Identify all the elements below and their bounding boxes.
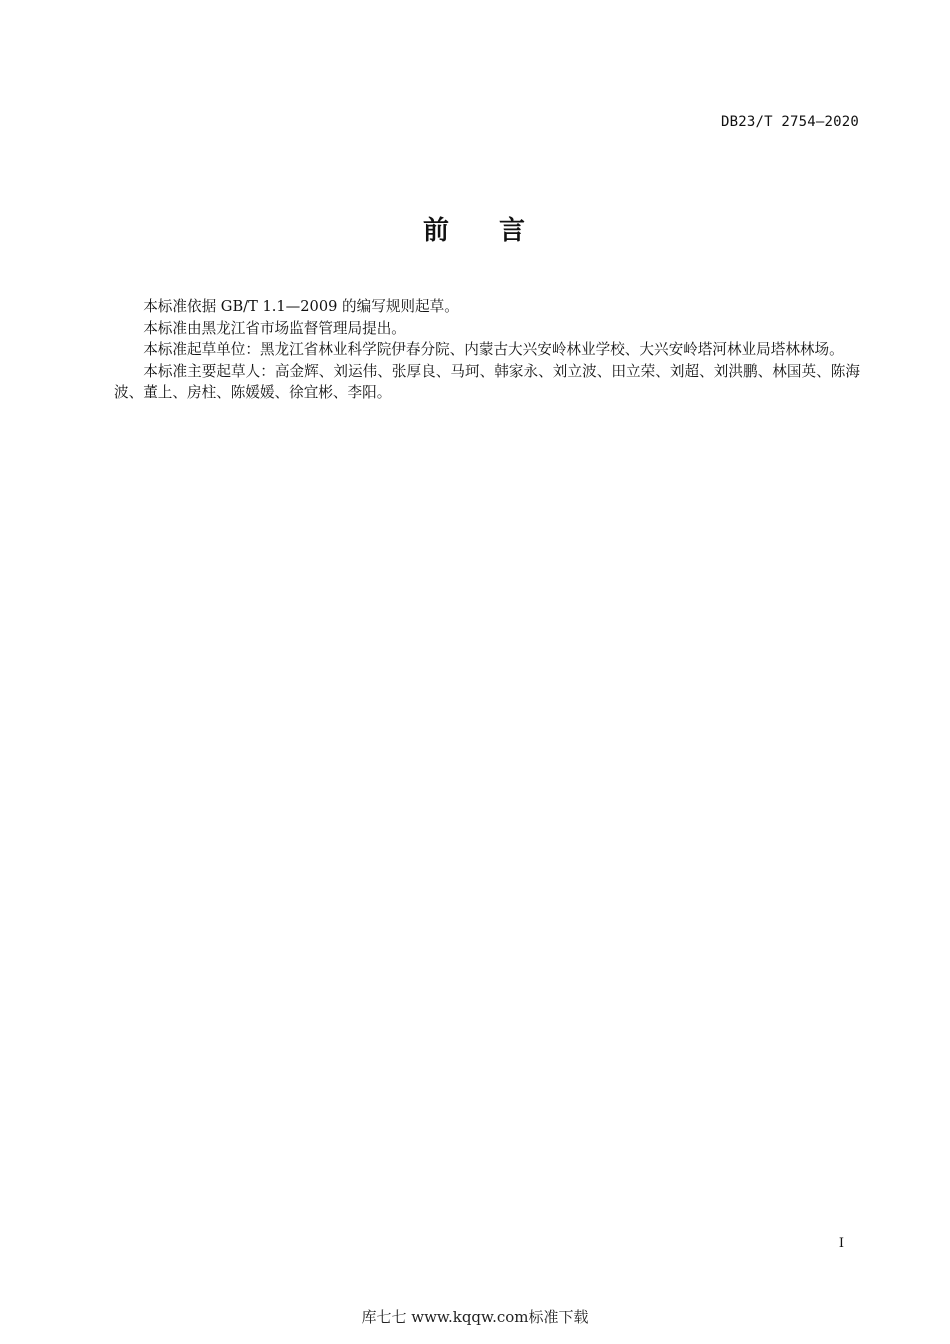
page-title [0,210,950,247]
preface-body [114,296,860,404]
page-number: I [838,1236,844,1251]
paragraph-proposer: 本标准由黑龙江省市场监督管理局提出。 [143,319,406,337]
paragraph-drafting-units: 本标准起草单位：黑龙江省林业科学院伊春分院、内蒙古大兴安岭林业学校、大兴安岭塔河林业局塔林林场。 [143,341,844,358]
paragraph-drafters: 本标准主要起草人：高金辉、刘运伟、张厚良、马珂、韩家永、刘立波、田立荣、刘超、刘洪鹏、林国英、陈海波、董上、房柱、陈媛媛、徐宜彬、李阳。 [114,362,860,401]
document-number: DB23/T 2754—2020 [720,114,859,130]
title-char-1: 前 [422,216,451,246]
footer-watermark: 库七七 www.kqqw.com标准下载 [361,1308,589,1326]
paragraph-drafting-rules: 本标准依据 GB/T 1.1—2009 的编写规则起草。 [143,298,459,315]
title-char-2: 言 [499,216,528,246]
